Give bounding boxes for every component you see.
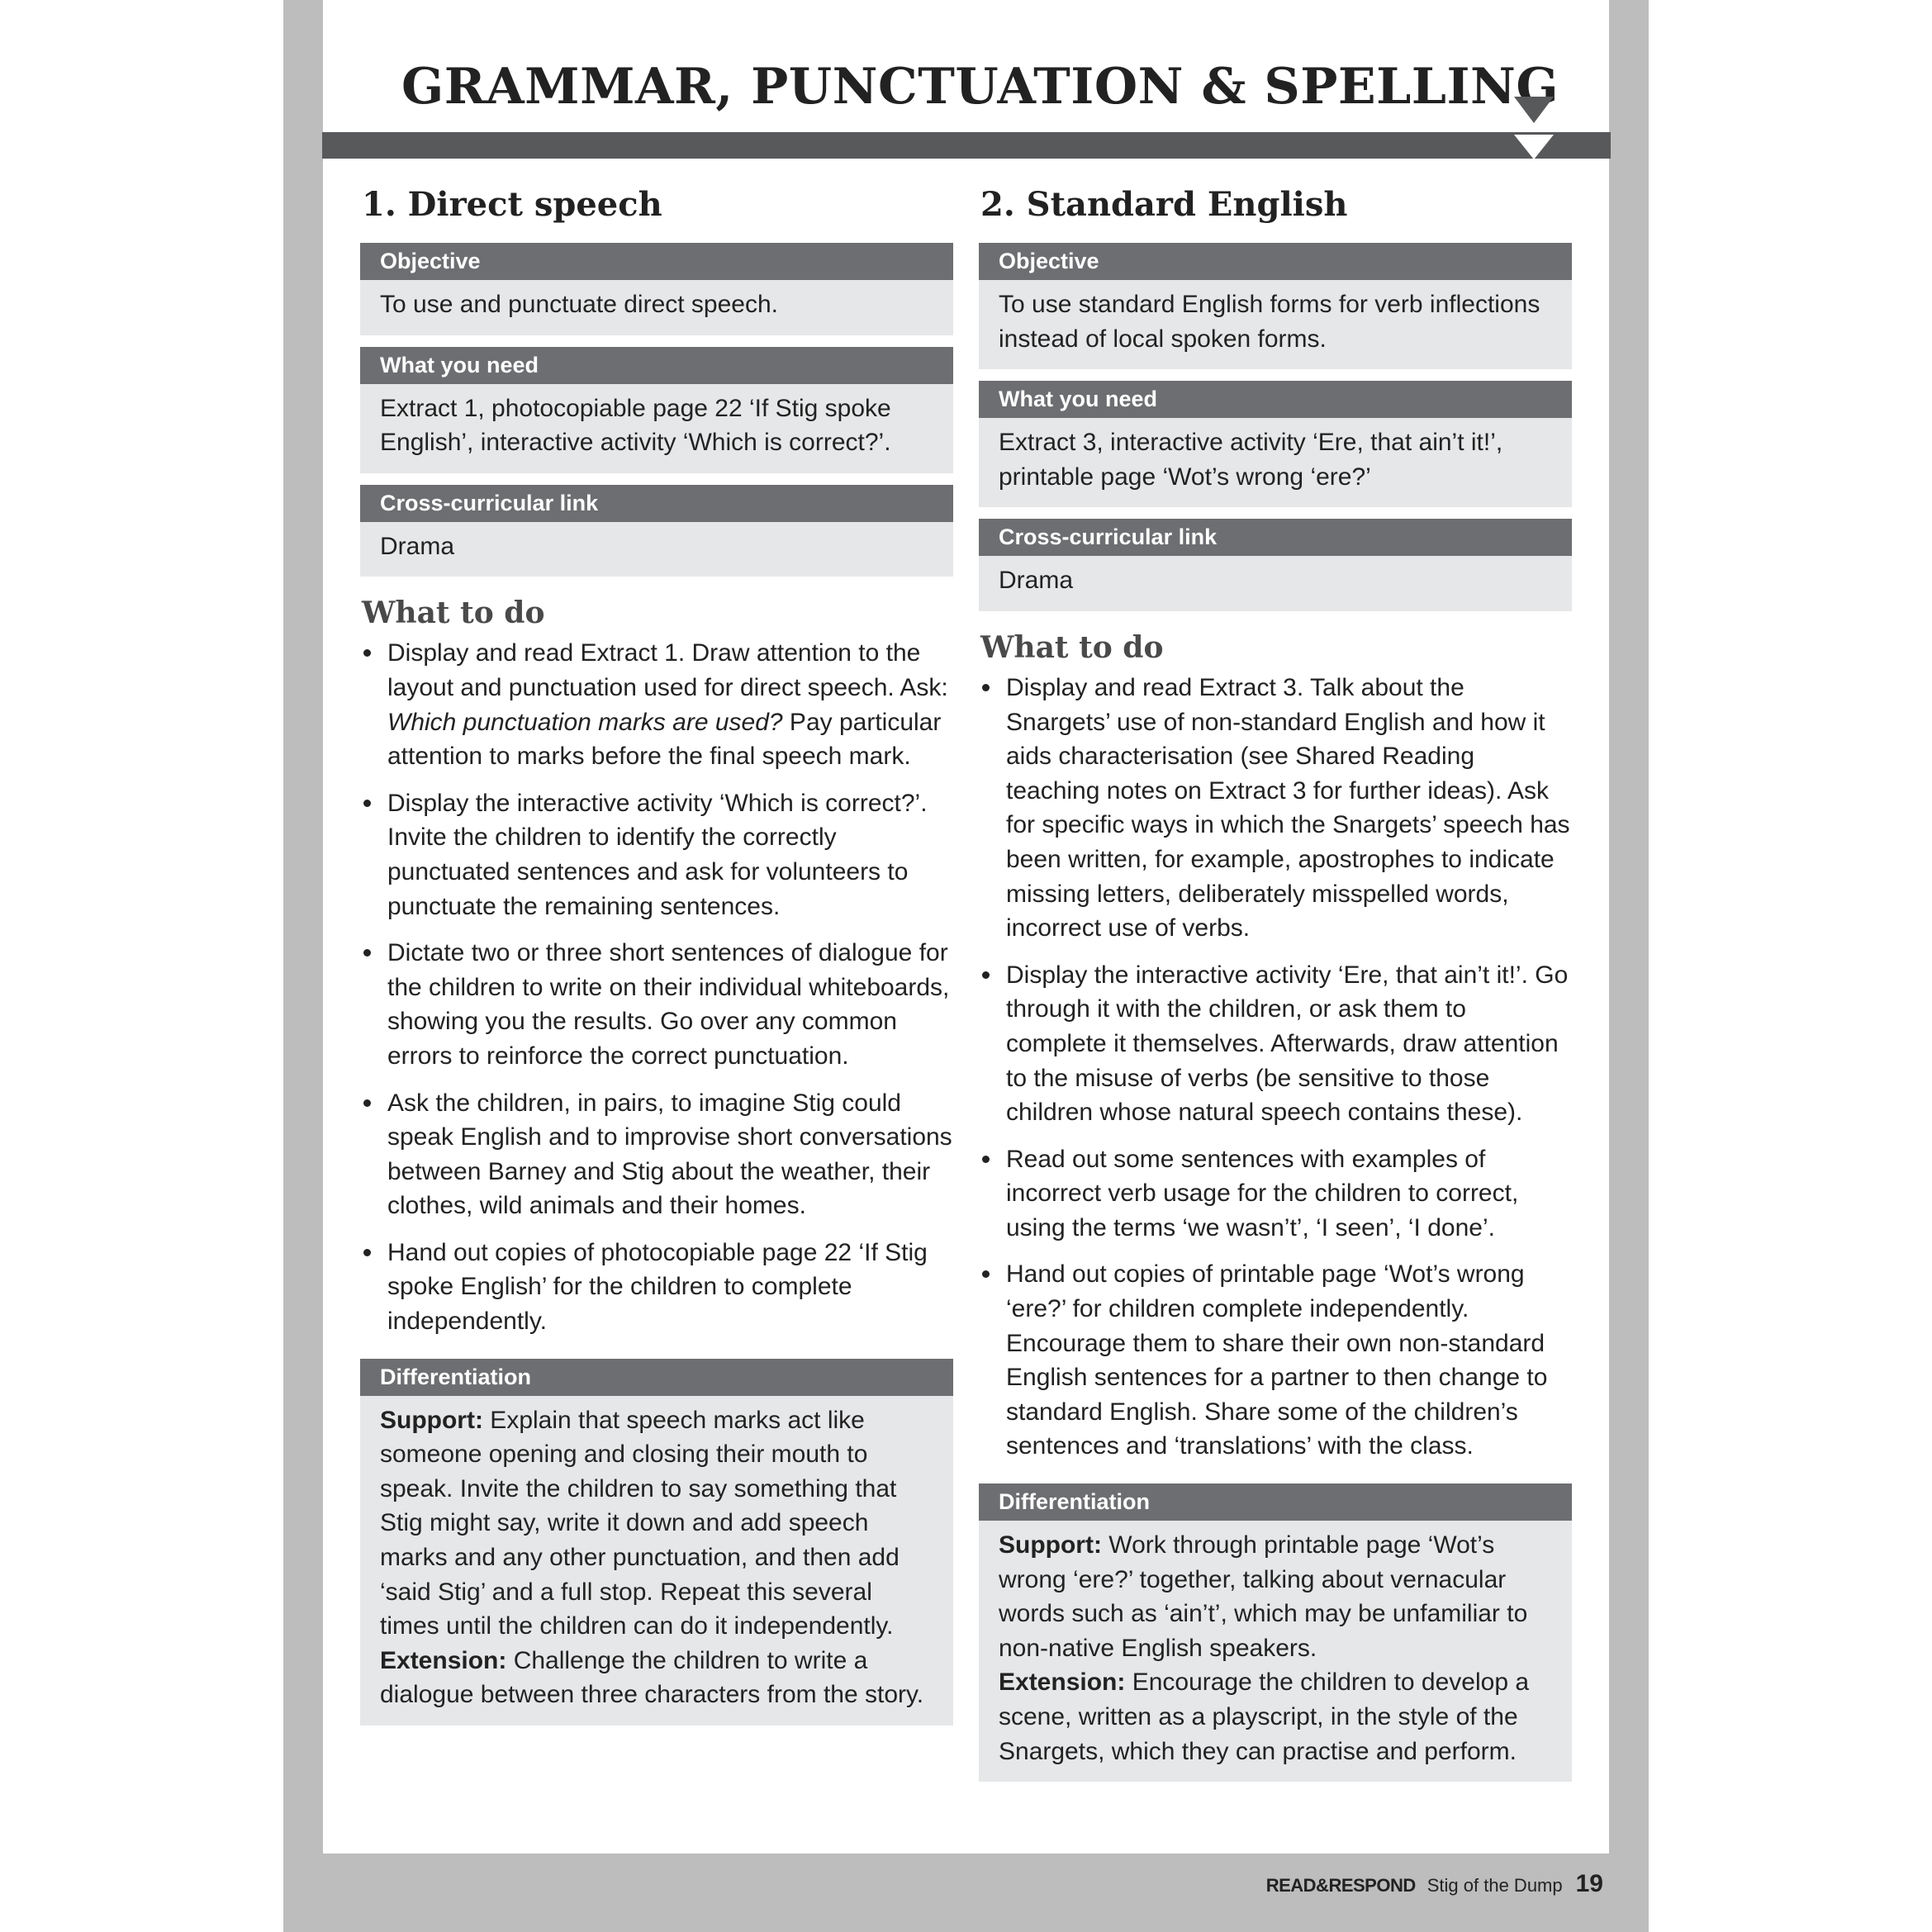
page-title: GRAMMAR, PUNCTUATION & SPELLING [401,58,1559,116]
extension-label: Extension: [380,1646,507,1674]
differentiation-label: Differentiation [979,1483,1572,1521]
extension-label: Extension: [999,1669,1126,1697]
cross-curricular-text: Drama [360,522,953,577]
list-item: Hand out copies of printable page ‘Wot’s wrong ‘ere?’ for children complete independently. Encourage them to share their own non-standard English sentences for a partner to then change to standard English. Share some of the children’s sentences and ‘translations’ with the class. [979,1257,1572,1464]
differentiation-box [979,1483,1572,1782]
objective-box [979,243,1572,369]
list-item: Display and read Extract 3. Talk about the Snargets’ use of non-standard English and how it aids characterisation (see Shared Reading teaching notes on Extract 3 for further ideas). Ask for specific ways in which the Snargets’ speech has been written, for example, apostrophes to indicate missing letters, deliberately misspelled words, incorrect use of verbs. [979,671,1572,946]
objective-label: Objective [360,243,953,280]
list-item: Display the interactive activity ‘Which is correct?’. Invite the children to identify the correctly punctuated sentences and ask for volunteers to punctuate the remaining sentences. [360,786,953,923]
list-item: Ask the children, in pairs, to imagine Stig could speak English and to improvise short conversations between Barney and Stig about the weather, their clothes, wild animals and their homes. [360,1086,953,1223]
what-you-need-text: Extract 1, photocopiable page 22 ‘If Stig spoke English’, interactive activity ‘Which is correct?’. [360,384,953,473]
cross-curricular-box [979,519,1572,611]
section-direct-speech [360,182,953,1737]
brand-logo: READ&RESPOND [1265,1875,1416,1896]
what-you-need-box [360,347,953,473]
objective-label: Objective [979,243,1572,280]
what-you-need-text: Extract 3, interactive activity ‘Ere, that ain’t it!’, printable page ‘Wot’s wrong ‘ere?’ [979,418,1572,507]
differentiation-text [360,1396,953,1726]
what-you-need-label: What you need [979,381,1572,418]
list-item: Hand out copies of photocopiable page 22 ‘If Stig spoke English’ for the children to complete independently. [360,1236,953,1339]
triangle-notch-icon [1514,135,1554,159]
extension-paragraph: Extension: Challenge the children to write a dialogue between three characters from the story. [380,1646,924,1709]
differentiation-box [360,1359,953,1726]
what-to-do-list [979,671,1572,1464]
list-item: Dictate two or three short sentences of dialogue for the children to write on their individual whiteboards, showing you the results. Go over any common errors to reinforce the correct punctuation. [360,936,953,1073]
support-label: Support: [380,1406,483,1434]
what-to-do-heading: What to do [980,629,1164,665]
differentiation-text [979,1521,1572,1782]
cross-curricular-box [360,485,953,577]
page-footer [1266,1870,1603,1903]
objective-text: To use and punctuate direct speech. [360,280,953,335]
section-heading: 1. Direct speech [362,185,662,224]
cross-curricular-label: Cross-curricular link [360,485,953,522]
differentiation-label: Differentiation [360,1359,953,1396]
title-rule [322,132,1611,159]
cross-curricular-text: Drama [979,556,1572,611]
extension-paragraph: Extension: Encourage the children to develop a scene, written as a playscript, in the style of the Snargets, which they can practise and perform. [999,1669,1530,1765]
objective-box [360,243,953,335]
cross-curricular-label: Cross-curricular link [979,519,1572,556]
list-item: Display and read Extract 1. Draw attention to the layout and punctuation used for direct speech. Ask: Which punctuation marks are used? Pay particular attention to marks before the final speech mark. [360,636,953,773]
triangle-down-icon [1514,97,1554,123]
what-to-do-heading: What to do [362,596,545,631]
page-margin-right [1609,0,1649,1932]
support-paragraph: Support: Explain that speech marks act like someone opening and closing their mouth to speak. Invite the children to say something that Stig might say, write it down and add speech marks and any other punctuation, and then add ‘said Stig’ and a full stop. Repeat this several times until the children can do it independently. [380,1406,900,1640]
support-paragraph: Support: Work through printable page ‘Wot’s wrong ‘ere?’ together, talking about vernacular words such as ‘ain’t’, which may be unfamiliar to non-native English speakers. [999,1531,1528,1662]
page-number: 19 [1575,1870,1603,1897]
section-standard-english [979,182,1572,1793]
list-item: Display the interactive activity ‘Ere, that ain’t it!’. Go through it with the children, or ask them to complete it themselves. Afterwards, draw attention to the misuse of verbs (be sensitive to those children whose natural speech contains these). [979,958,1572,1130]
book-title: Stig of the Dump [1426,1875,1563,1896]
list-item: Read out some sentences with examples of incorrect verb usage for the children to correct, using the terms ‘we wasn’t’, ‘I seen’, ‘I done’. [979,1142,1572,1246]
what-you-need-box [979,381,1572,507]
what-to-do-list [360,636,953,1338]
objective-text: To use standard English forms for verb inflections instead of local spoken forms. [979,280,1572,369]
section-heading: 2. Standard English [980,185,1348,224]
support-label: Support: [999,1531,1102,1559]
what-you-need-label: What you need [360,347,953,384]
page-margin-left [283,0,323,1932]
